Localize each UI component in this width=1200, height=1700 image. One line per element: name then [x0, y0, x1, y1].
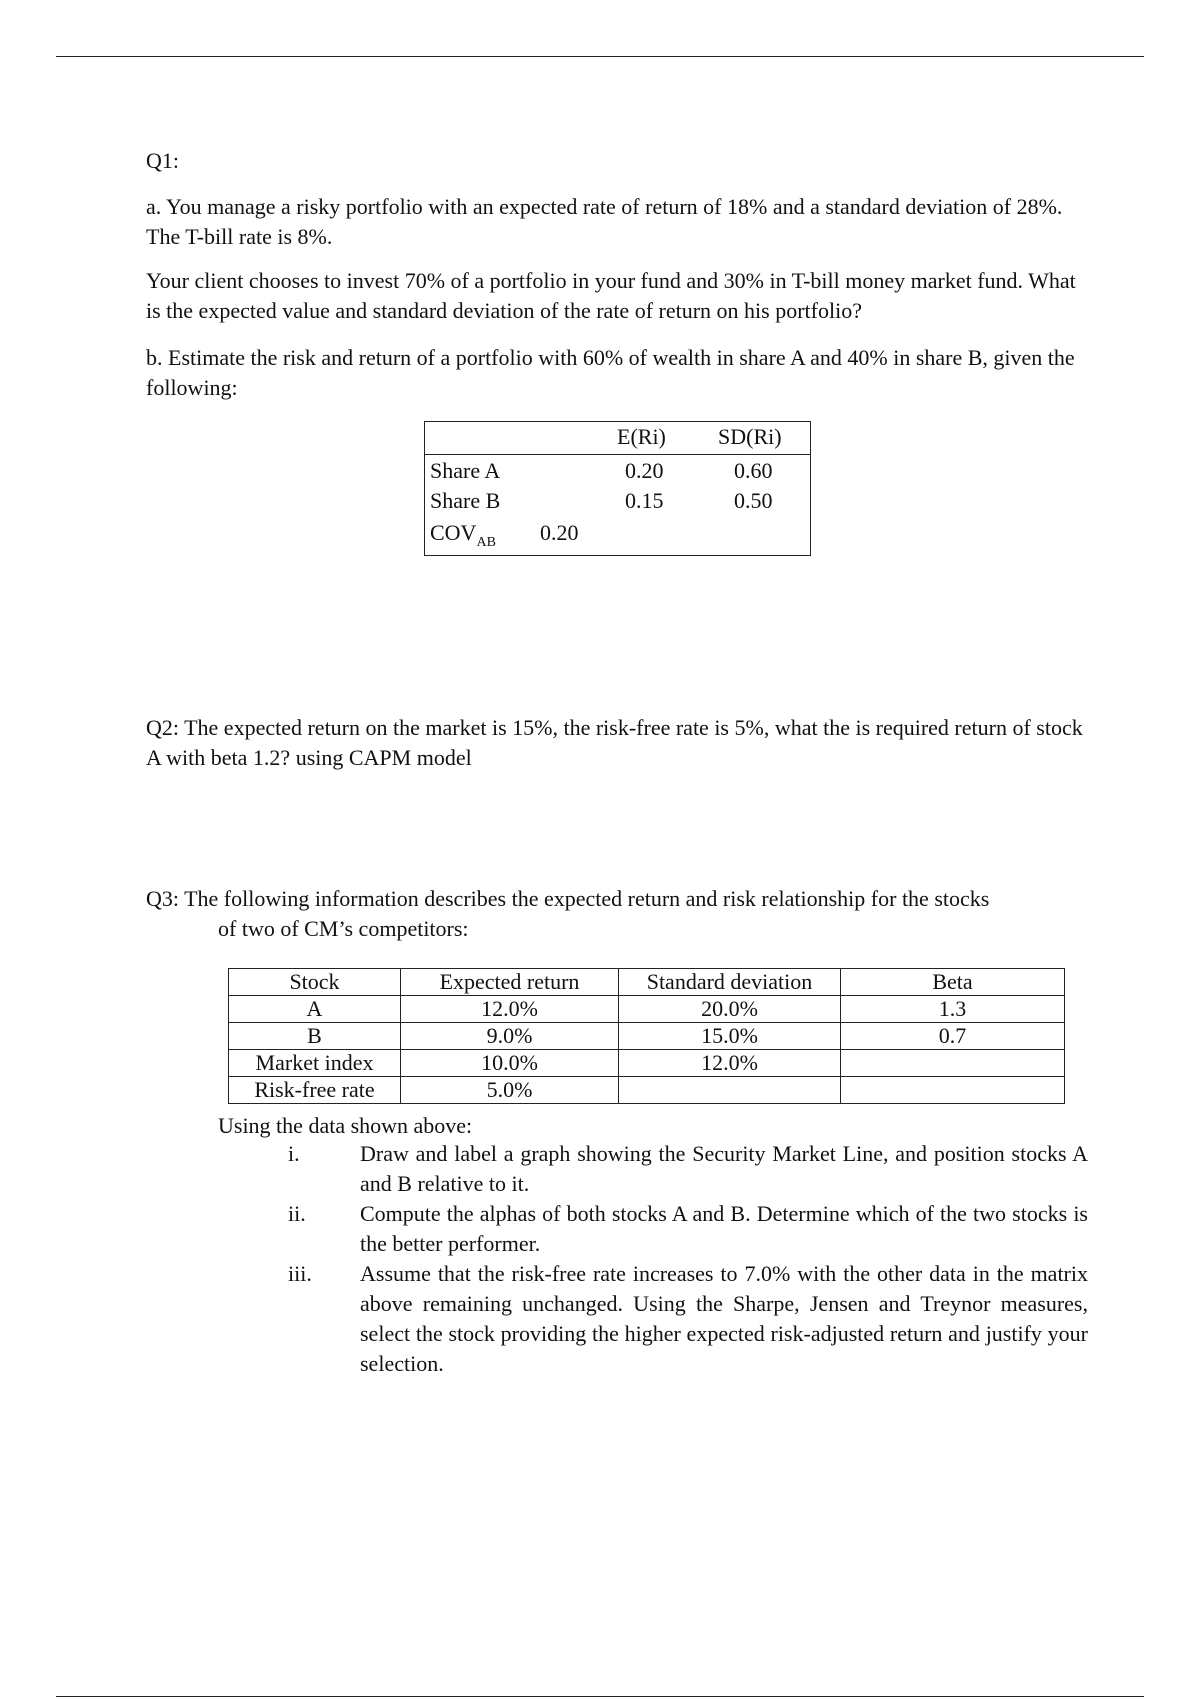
- cell-expected-return: 9.0%: [401, 1023, 619, 1050]
- table-header-row: [229, 969, 1065, 996]
- list-item: [288, 1139, 1088, 1199]
- item-number: iii.: [288, 1261, 312, 1286]
- cell-beta: 1.3: [841, 996, 1065, 1023]
- cell-standard-deviation: [619, 1077, 841, 1104]
- row-share-a-expected: 0.20: [625, 458, 664, 483]
- row-share-b-sd: 0.50: [734, 488, 773, 513]
- row-covariance-value: 0.20: [540, 520, 579, 545]
- cov-label: COV: [430, 520, 477, 545]
- item-text: Draw and label a graph showing the Security Market Line, and position stocks A and B relative to it.: [360, 1141, 1088, 1196]
- q3-intro: [146, 884, 1094, 944]
- item-text: Compute the alphas of both stocks A and B. Determine which of the two stocks is the better performer.: [360, 1201, 1088, 1256]
- table-row: [229, 1077, 1065, 1104]
- cell-stock: Market index: [229, 1050, 401, 1077]
- cell-beta: 0.7: [841, 1023, 1065, 1050]
- row-share-a-sd: 0.60: [734, 458, 773, 483]
- q3-questions-list: [288, 1139, 1088, 1379]
- header-stock: Stock: [229, 969, 401, 996]
- q1-part-a-text: a. You manage a risky portfolio with an expected rate of return of 18% and a standard deviation of 28%. The T-bill rate is 8%.: [146, 194, 1063, 249]
- header-standard-deviation: Standard deviation: [619, 969, 841, 996]
- header-expected-return: E(Ri): [617, 424, 666, 449]
- cell-standard-deviation: 20.0%: [619, 996, 841, 1023]
- cell-beta: [841, 1077, 1065, 1104]
- cell-beta: [841, 1050, 1065, 1077]
- cell-stock: Risk-free rate: [229, 1077, 401, 1104]
- cell-stock: A: [229, 996, 401, 1023]
- q3-data-table: [228, 968, 1065, 1104]
- item-number: i.: [288, 1141, 300, 1166]
- cell-standard-deviation: 12.0%: [619, 1050, 841, 1077]
- cell-expected-return: 5.0%: [401, 1077, 619, 1104]
- q3-using-text: Using the data shown above:: [218, 1113, 473, 1138]
- top-rule: [56, 56, 1144, 57]
- cell-standard-deviation: 15.0%: [619, 1023, 841, 1050]
- table-header-divider: [425, 454, 810, 455]
- q3-intro-line-1: Q3: The following information describes the expected return and risk relationship for the stocks: [146, 886, 990, 911]
- q1-share-table: [424, 421, 811, 556]
- header-std-dev: SD(Ri): [718, 424, 782, 449]
- row-share-b-label: Share B: [430, 488, 501, 513]
- header-expected-return: Expected return: [401, 969, 619, 996]
- header-beta: Beta: [841, 969, 1065, 996]
- cell-stock: B: [229, 1023, 401, 1050]
- q1-label: Q1:: [146, 148, 179, 173]
- table-row: [229, 996, 1065, 1023]
- q3-intro-line-2: of two of CM’s competitors:: [218, 916, 469, 941]
- list-item: [288, 1259, 1088, 1379]
- row-share-a-label: Share A: [430, 458, 501, 483]
- list-item: [288, 1199, 1088, 1259]
- cell-expected-return: 10.0%: [401, 1050, 619, 1077]
- bottom-rule: [56, 1696, 1144, 1697]
- table-row: [229, 1023, 1065, 1050]
- q1-part-a-question: Your client chooses to invest 70% of a portfolio in your fund and 30% in T-bill money market fund. What is the expected value and standard deviation of the rate of return on his portfolio?: [146, 268, 1076, 323]
- q2-text: Q2: The expected return on the market is 15%, the risk-free rate is 5%, what the is required return of stock A with beta 1.2? using CAPM model: [146, 715, 1083, 770]
- item-number: ii.: [288, 1201, 306, 1226]
- table-row: [229, 1050, 1065, 1077]
- cell-expected-return: 12.0%: [401, 996, 619, 1023]
- cov-subscript: AB: [476, 535, 496, 550]
- item-text: Assume that the risk-free rate increases to 7.0% with the other data in the matrix above remaining unchanged. Using the Sharpe, Jensen and Treynor measures, select the stock providing the higher expected risk-adjusted return and justify your selection.: [360, 1261, 1088, 1376]
- q1-part-b-text: b. Estimate the risk and return of a portfolio with 60% of wealth in share A and 40% in share B, given the following:: [146, 345, 1075, 400]
- row-covariance-label: [430, 518, 496, 548]
- row-share-b-expected: 0.15: [625, 488, 664, 513]
